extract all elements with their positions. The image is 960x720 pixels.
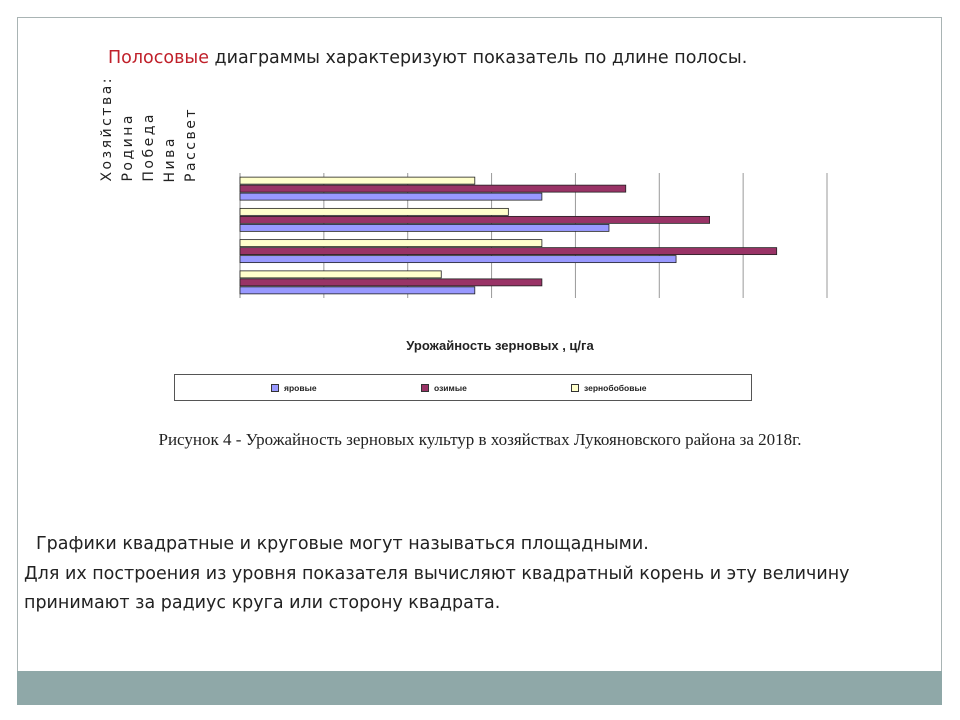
farm-label-header: Хозяйства: (99, 76, 115, 182)
bar-3-0 (240, 193, 542, 200)
figure-caption: Рисунок 4 - Урожайность зерновых культур в хозяйствах Лукояновского района за 2018г. (158, 430, 802, 449)
bar-1-1 (240, 248, 777, 255)
legend-swatch-spring (271, 384, 279, 392)
legend-swatch-legumes (571, 384, 579, 392)
paragraph-line-2: Для их построения из уровня показателя вычисляют квадратный корень и эту величину (24, 564, 850, 584)
bar-2-0 (240, 224, 609, 231)
farm-label-rassvet: Рассвет (183, 107, 199, 182)
paragraph-line-1: Графики квадратные и круговые могут называться площадными. (36, 534, 649, 554)
farm-label-rodina: Родина (120, 113, 136, 182)
x-axis-label: Урожайность зерновых , ц/га (406, 338, 594, 353)
farm-label-pobeda: Победа (141, 112, 157, 182)
heading-accent: Полосовые (108, 48, 209, 68)
heading-rest: диаграммы характеризуют показатель по длине полосы. (208, 48, 748, 68)
bar-0-1 (240, 279, 542, 286)
bar-3-2 (240, 177, 475, 184)
legend-swatch-winter (421, 384, 429, 392)
farm-label-niva: Нива (162, 135, 178, 182)
bar-0-2 (240, 271, 441, 278)
legend-item-winter (421, 383, 467, 393)
legend-label-legumes: зернобобовые (584, 383, 647, 393)
bar-1-2 (240, 240, 542, 247)
legend-item-legumes (571, 383, 646, 393)
bar-2-2 (240, 208, 508, 215)
legend-label-spring: яровые (284, 383, 317, 393)
legend-label-winter: озимые (434, 383, 467, 393)
paragraph-line-3: принимают за радиус круга или сторону квадрата. (24, 593, 501, 613)
bar-1-0 (240, 256, 676, 263)
legend-item-spring (271, 383, 317, 393)
bar-0-0 (240, 287, 475, 294)
bar-2-1 (240, 216, 710, 223)
chart-legend (174, 374, 752, 401)
bar-3-1 (240, 185, 626, 192)
